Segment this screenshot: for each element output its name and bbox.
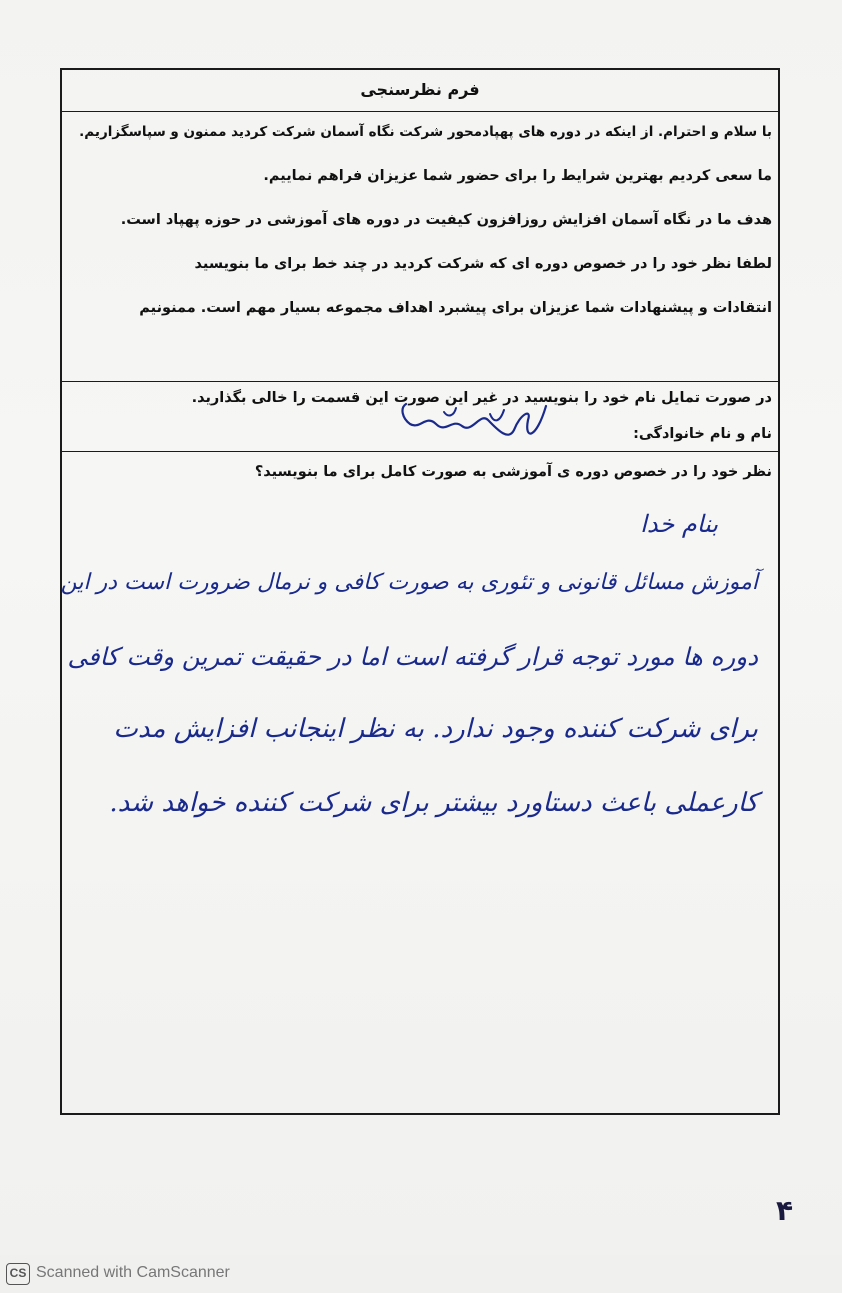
handwritten-line: کارعملی باعث دستاورد بیشتر برای شرکت کننده خواهد شد. bbox=[109, 788, 758, 818]
survey-form bbox=[60, 68, 780, 1115]
name-label: نام و نام خانوادگی: bbox=[633, 426, 772, 442]
intro-line: لطفا نظر خود را در خصوص دوره ای که شرکت کردید در چند خط برای ما بنویسید bbox=[194, 256, 772, 272]
intro-line: انتقادات و پیشنهادات شما عزیزان برای پیشبرد اهداف مجموعه بسیار مهم است. ممنونیم bbox=[139, 300, 772, 316]
scanner-footer bbox=[0, 1255, 842, 1293]
handwritten-line: آموزش مسائل قانونی و تئوری به صورت کافی و نرمال ضرورت است در این bbox=[60, 570, 758, 595]
page-number: ۴ bbox=[776, 1194, 794, 1227]
intro-line: هدف ما در نگاه آسمان افزایش روزافزون کیفیت در دوره های آموزشی در حوزه پهپاد است. bbox=[120, 212, 772, 228]
name-note: در صورت تمایل نام خود را بنویسید در غیر این صورت این قسمت را خالی بگذارید. bbox=[191, 390, 772, 406]
form-title-row bbox=[62, 70, 778, 112]
comment-question: نظر خود را در خصوص دوره ی آموزشی به صورت کامل برای ما بنویسید؟ bbox=[254, 464, 772, 480]
intro-line: ما سعی کردیم بهترین شرایط را برای حضور شما عزیزان فراهم نماییم. bbox=[263, 168, 772, 184]
handwritten-line: برای شرکت کننده وجود ندارد. به نظر اینجانب افزایش مدت bbox=[113, 714, 758, 744]
form-title: فرم نظرسنجی bbox=[360, 80, 480, 99]
intro-section bbox=[62, 112, 778, 382]
name-section bbox=[62, 382, 778, 452]
camscanner-logo-icon: CS bbox=[6, 1263, 30, 1285]
handwritten-line: بنام خدا bbox=[640, 510, 718, 538]
comment-section bbox=[62, 452, 778, 1113]
handwritten-line: دوره ها مورد توجه قرار گرفته است اما در حقیقت تمرین وقت کافی bbox=[67, 642, 758, 671]
handwritten-signature bbox=[396, 400, 556, 444]
scanner-watermark-text: Scanned with CamScanner bbox=[36, 1264, 230, 1281]
intro-line: با سلام و احترام. از اینکه در دوره های پهپادمحور شرکت نگاه آسمان شرکت کردید ممنون و سپاسگزاریم. bbox=[79, 124, 772, 140]
